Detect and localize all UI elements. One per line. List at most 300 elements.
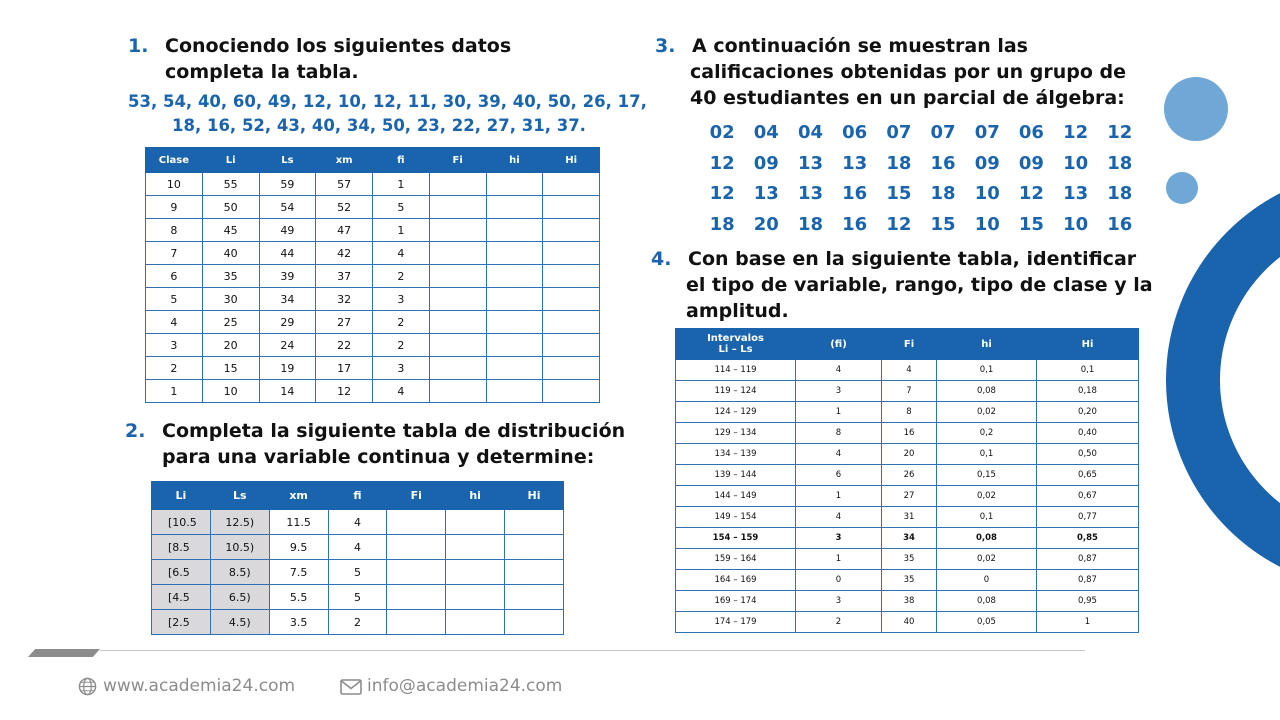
footer-divider [100, 650, 1085, 651]
grade-value: 12 [1063, 122, 1089, 143]
table-cell [505, 585, 564, 610]
grade-value: 04 [753, 122, 779, 143]
table-cell: 7 [882, 381, 937, 402]
table-cell: 5.5 [269, 585, 328, 610]
table-cell: 0,67 [1037, 486, 1139, 507]
header-cell: Clase [146, 148, 203, 173]
grade-value: 07 [930, 122, 956, 143]
table-cell: 22 [316, 334, 373, 357]
table-cell [486, 288, 543, 311]
table-cell: 7 [146, 242, 203, 265]
table-cell [429, 311, 486, 334]
table-row [146, 334, 600, 357]
question-1-line: Conociendo los siguientes datos [165, 35, 512, 57]
table-cell: 42 [316, 242, 373, 265]
table-cell [486, 265, 543, 288]
question-4-number: 4. [651, 248, 672, 270]
header-intervals-bottom: Li – Ls [718, 344, 753, 355]
question-3-number: 3. [655, 35, 676, 57]
table-cell: 27 [316, 311, 373, 334]
header-cell: Hi [543, 148, 600, 173]
table-cell: 0,20 [1037, 402, 1139, 423]
table-row [146, 380, 600, 403]
table-row [676, 444, 1139, 465]
table-cell: 10 [146, 173, 203, 196]
table-row [676, 423, 1139, 444]
table-cell: 11.5 [269, 510, 328, 535]
table-cell: 35 [882, 570, 937, 591]
table-cell: 0,1 [1037, 360, 1139, 381]
table-cell: 5 [328, 560, 387, 585]
table-cell: 0,08 [937, 528, 1037, 549]
header-cell: hi [937, 329, 1037, 360]
question-3-text [692, 33, 1126, 111]
table-cell [446, 610, 505, 635]
table-cell: 0,08 [937, 381, 1037, 402]
table-cell: 5 [373, 196, 430, 219]
header-cell: Hi [505, 482, 564, 510]
grade-value: 07 [886, 122, 912, 143]
grade-value: 12 [886, 213, 912, 235]
table-cell: 4 [882, 360, 937, 381]
grade-value: 12 [709, 152, 735, 174]
table-cell: 4 [796, 444, 882, 465]
table-cell [446, 585, 505, 610]
table-cell: 0,02 [937, 402, 1037, 423]
table-cell: 47 [316, 219, 373, 242]
table-cell: 9.5 [269, 535, 328, 560]
grade-value: 18 [886, 152, 912, 174]
table-cell [429, 380, 486, 403]
table-cell: 1 [373, 219, 430, 242]
table-cell [486, 311, 543, 334]
header-cell: Fi [429, 148, 486, 173]
header-cell: fi [328, 482, 387, 510]
table-cell: 114 – 119 [676, 360, 796, 381]
table-row [146, 242, 600, 265]
table-cell: 37 [316, 265, 373, 288]
grade-value: 09 [1018, 152, 1044, 174]
table-cell: 0,77 [1037, 507, 1139, 528]
table-cell: 17 [316, 357, 373, 380]
header-cell: xm [269, 482, 328, 510]
table-cell: 3 [373, 357, 430, 380]
table-cell [543, 288, 600, 311]
table-cell: 2 [796, 612, 882, 633]
table-cell: 154 – 159 [676, 528, 796, 549]
grade-value: 18 [930, 183, 956, 204]
grade-value: 02 [709, 122, 735, 143]
table-cell: 149 – 154 [676, 507, 796, 528]
table-cell: [6.5 [152, 560, 211, 585]
grade-value: 10 [974, 183, 1000, 204]
table-cell: 16 [882, 423, 937, 444]
table-cell: [2.5 [152, 610, 211, 635]
table-cell: 10.5) [210, 535, 269, 560]
table-cell: 24 [259, 334, 316, 357]
grade-value: 06 [842, 122, 868, 143]
table-cell [543, 265, 600, 288]
table-cell [505, 510, 564, 535]
table-cell: 0,87 [1037, 549, 1139, 570]
question-2-table [151, 481, 564, 635]
grade-value: 16 [1107, 213, 1133, 235]
table-cell: 10 [202, 380, 259, 403]
header-cell: Hi [1037, 329, 1139, 360]
table-cell [387, 535, 446, 560]
table-cell: 1 [796, 486, 882, 507]
table-cell [387, 510, 446, 535]
table-cell: 30 [202, 288, 259, 311]
table-cell: 144 – 149 [676, 486, 796, 507]
grade-value: 10 [1063, 152, 1089, 174]
question-2-text [162, 418, 625, 470]
question-4-text [688, 246, 1153, 324]
table-cell [543, 357, 600, 380]
grade-value: 12 [709, 183, 735, 204]
table-cell: 3 [796, 591, 882, 612]
table-cell: 25 [202, 311, 259, 334]
table-cell: 20 [202, 334, 259, 357]
table-header-row [676, 329, 1139, 360]
decorative-circle-small [1166, 172, 1198, 204]
question-1-table [145, 147, 600, 403]
grade-value: 15 [930, 213, 956, 235]
table-cell [446, 535, 505, 560]
header-intervals-top: Intervalos [707, 333, 764, 344]
table-cell: 1 [1037, 612, 1139, 633]
grade-value: 18 [797, 213, 823, 235]
grade-value: 18 [1107, 152, 1133, 174]
table-cell: 124 – 129 [676, 402, 796, 423]
table-row [146, 288, 600, 311]
table-cell: [4.5 [152, 585, 211, 610]
header-cell-intervals [676, 329, 796, 360]
grade-value: 12 [1018, 183, 1044, 204]
grade-value: 07 [974, 122, 1000, 143]
header-cell: xm [316, 148, 373, 173]
table-cell: [10.5 [152, 510, 211, 535]
table-cell: 0,1 [937, 444, 1037, 465]
table-cell [543, 380, 600, 403]
table-cell [429, 196, 486, 219]
table-row [152, 535, 564, 560]
header-cell: hi [486, 148, 543, 173]
table-cell: 8 [146, 219, 203, 242]
table-cell: 35 [202, 265, 259, 288]
decorative-ring [1166, 170, 1280, 590]
table-cell: 119 – 124 [676, 381, 796, 402]
table-cell [543, 242, 600, 265]
table-cell: 6 [146, 265, 203, 288]
table-cell: 0,1 [937, 360, 1037, 381]
table-cell: 35 [882, 549, 937, 570]
table-row [676, 486, 1139, 507]
question-4-line: el tipo de variable, rango, tipo de clase y la [686, 274, 1153, 296]
table-cell: 1 [796, 549, 882, 570]
table-cell: 0,18 [1037, 381, 1139, 402]
table-cell: 50 [202, 196, 259, 219]
table-header-row [146, 148, 600, 173]
grade-value: 16 [842, 213, 868, 235]
table-cell: 0,85 [1037, 528, 1139, 549]
table-cell: 1 [373, 173, 430, 196]
table-cell: 1 [146, 380, 203, 403]
table-cell: 8 [882, 402, 937, 423]
table-cell: 52 [316, 196, 373, 219]
table-cell: 0,2 [937, 423, 1037, 444]
table-cell: 31 [882, 507, 937, 528]
grade-value: 15 [1018, 213, 1044, 235]
question-1-data-line: 18, 16, 52, 43, 40, 34, 50, 23, 22, 27, 31, 37. [172, 116, 586, 135]
table-cell: 2 [373, 334, 430, 357]
question-4-line: amplitud. [686, 300, 789, 322]
grade-value: 10 [974, 213, 1000, 235]
table-cell: 3 [373, 288, 430, 311]
table-cell: 6 [796, 465, 882, 486]
header-cell: Ls [210, 482, 269, 510]
table-cell: 45 [202, 219, 259, 242]
table-cell [429, 288, 486, 311]
header-cell: hi [446, 482, 505, 510]
table-cell [486, 219, 543, 242]
table-cell [429, 242, 486, 265]
envelope-icon [340, 679, 362, 695]
table-row [146, 196, 600, 219]
question-2-line: para una variable continua y determine: [162, 446, 595, 468]
header-cell: (fi) [796, 329, 882, 360]
table-cell [543, 311, 600, 334]
table-row [146, 219, 600, 242]
table-cell: 39 [259, 265, 316, 288]
table-row [676, 528, 1139, 549]
table-cell [486, 196, 543, 219]
table-cell: 0,1 [937, 507, 1037, 528]
table-cell: 34 [882, 528, 937, 549]
table-cell: 5 [146, 288, 203, 311]
table-cell [486, 334, 543, 357]
table-cell: 8.5) [210, 560, 269, 585]
question-1-line: completa la tabla. [165, 61, 359, 83]
table-cell [543, 219, 600, 242]
table-cell: 12.5) [210, 510, 269, 535]
grade-value: 13 [797, 183, 823, 204]
question-3-line: A continuación se muestran las [692, 35, 1028, 57]
table-cell: 6.5) [210, 585, 269, 610]
decorative-circle-large [1164, 77, 1228, 141]
table-row [152, 510, 564, 535]
table-cell [446, 560, 505, 585]
table-cell: 0,40 [1037, 423, 1139, 444]
question-3-line: calificaciones obtenidas por un grupo de [690, 61, 1127, 83]
table-cell [486, 380, 543, 403]
table-row [676, 402, 1139, 423]
table-row [676, 360, 1139, 381]
table-cell [486, 357, 543, 380]
table-cell: 0,15 [937, 465, 1037, 486]
table-cell: 15 [202, 357, 259, 380]
table-cell: 54 [259, 196, 316, 219]
header-cell: Li [152, 482, 211, 510]
table-cell: 4 [328, 510, 387, 535]
question-1-number: 1. [128, 35, 149, 57]
table-cell: 44 [259, 242, 316, 265]
table-cell [387, 560, 446, 585]
table-cell: 139 – 144 [676, 465, 796, 486]
grade-value: 20 [753, 213, 779, 235]
table-cell: 2 [373, 311, 430, 334]
table-cell: 8 [796, 423, 882, 444]
table-cell [429, 265, 486, 288]
table-row [146, 265, 600, 288]
table-cell: 164 – 169 [676, 570, 796, 591]
table-cell: 40 [202, 242, 259, 265]
table-cell: 4 [373, 242, 430, 265]
table-cell: 7.5 [269, 560, 328, 585]
table-cell [429, 219, 486, 242]
grade-value: 18 [1107, 183, 1133, 204]
table-row [146, 357, 600, 380]
table-cell [543, 173, 600, 196]
table-cell: 4 [328, 535, 387, 560]
footer-website[interactable]: www.academia24.com [103, 676, 296, 696]
table-cell: 0,95 [1037, 591, 1139, 612]
table-cell: 4 [796, 507, 882, 528]
table-row [152, 585, 564, 610]
table-cell: 0,65 [1037, 465, 1139, 486]
table-cell: 3 [146, 334, 203, 357]
question-4-table [675, 328, 1139, 633]
grade-value: 06 [1018, 122, 1044, 143]
grade-value: 16 [930, 152, 956, 174]
table-cell: 26 [882, 465, 937, 486]
grade-value: 18 [709, 213, 735, 235]
table-cell [429, 173, 486, 196]
table-cell: 5 [328, 585, 387, 610]
globe-icon [78, 677, 97, 696]
table-row [152, 560, 564, 585]
table-cell: 3 [796, 381, 882, 402]
table-cell: 2 [146, 357, 203, 380]
table-cell: 55 [202, 173, 259, 196]
grade-value: 15 [886, 183, 912, 204]
table-row [676, 381, 1139, 402]
table-cell: 0,05 [937, 612, 1037, 633]
grade-value: 09 [974, 152, 1000, 174]
table-cell [543, 334, 600, 357]
table-cell: 134 – 139 [676, 444, 796, 465]
table-cell: 4.5) [210, 610, 269, 635]
grade-value: 16 [842, 183, 868, 204]
table-cell: 2 [373, 265, 430, 288]
header-cell: Ls [259, 148, 316, 173]
table-cell: 169 – 174 [676, 591, 796, 612]
table-row [676, 591, 1139, 612]
grade-value: 04 [797, 122, 823, 143]
question-2-number: 2. [125, 420, 146, 442]
table-cell: 0,02 [937, 549, 1037, 570]
table-cell [505, 610, 564, 635]
table-cell: 0,08 [937, 591, 1037, 612]
table-cell: 3.5 [269, 610, 328, 635]
table-cell: 3 [796, 528, 882, 549]
footer-accent-bar [28, 649, 100, 657]
table-cell: 0,50 [1037, 444, 1139, 465]
table-cell: 34 [259, 288, 316, 311]
table-cell: 57 [316, 173, 373, 196]
table-cell: 19 [259, 357, 316, 380]
table-cell [486, 173, 543, 196]
table-row [676, 549, 1139, 570]
table-cell: 174 – 179 [676, 612, 796, 633]
table-row [146, 173, 600, 196]
table-cell [505, 560, 564, 585]
table-cell: 2 [328, 610, 387, 635]
grade-value: 12 [1107, 122, 1133, 143]
table-cell: 0 [796, 570, 882, 591]
table-cell: [8.5 [152, 535, 211, 560]
grade-value: 13 [753, 183, 779, 204]
table-cell: 49 [259, 219, 316, 242]
table-row [676, 507, 1139, 528]
grades-grid [700, 122, 1142, 244]
table-cell: 32 [316, 288, 373, 311]
table-cell: 59 [259, 173, 316, 196]
table-cell [429, 334, 486, 357]
grade-value: 13 [1063, 183, 1089, 204]
header-cell: Fi [882, 329, 937, 360]
table-cell [543, 196, 600, 219]
table-cell: 159 – 164 [676, 549, 796, 570]
table-cell: 27 [882, 486, 937, 507]
table-row [676, 465, 1139, 486]
table-cell: 0 [937, 570, 1037, 591]
footer-email[interactable]: info@academia24.com [367, 676, 563, 696]
table-cell: 20 [882, 444, 937, 465]
table-cell: 0,02 [937, 486, 1037, 507]
table-cell: 38 [882, 591, 937, 612]
header-cell: fi [373, 148, 430, 173]
grade-value: 09 [753, 152, 779, 174]
question-4-line: Con base en la siguiente tabla, identificar [688, 248, 1137, 270]
table-cell: 4 [373, 380, 430, 403]
table-cell [387, 585, 446, 610]
table-cell [505, 535, 564, 560]
table-header-row [152, 482, 564, 510]
table-cell: 1 [796, 402, 882, 423]
table-cell [486, 242, 543, 265]
table-cell: 4 [796, 360, 882, 381]
table-cell: 29 [259, 311, 316, 334]
table-cell: 129 – 134 [676, 423, 796, 444]
question-1-data-line: 53, 54, 40, 60, 49, 12, 10, 12, 11, 30, 39, 40, 50, 26, 17, [128, 92, 647, 111]
header-cell: Fi [387, 482, 446, 510]
table-cell [387, 610, 446, 635]
header-cell: Li [202, 148, 259, 173]
table-cell: 9 [146, 196, 203, 219]
table-cell: 14 [259, 380, 316, 403]
grade-value: 10 [1063, 213, 1089, 235]
table-cell: 0,87 [1037, 570, 1139, 591]
table-row [146, 311, 600, 334]
table-cell: 4 [146, 311, 203, 334]
grade-value: 13 [842, 152, 868, 174]
table-cell: 40 [882, 612, 937, 633]
table-cell [446, 510, 505, 535]
question-2-line: Completa la siguiente tabla de distribución [162, 420, 626, 442]
question-1-text [165, 33, 511, 85]
table-row [676, 570, 1139, 591]
